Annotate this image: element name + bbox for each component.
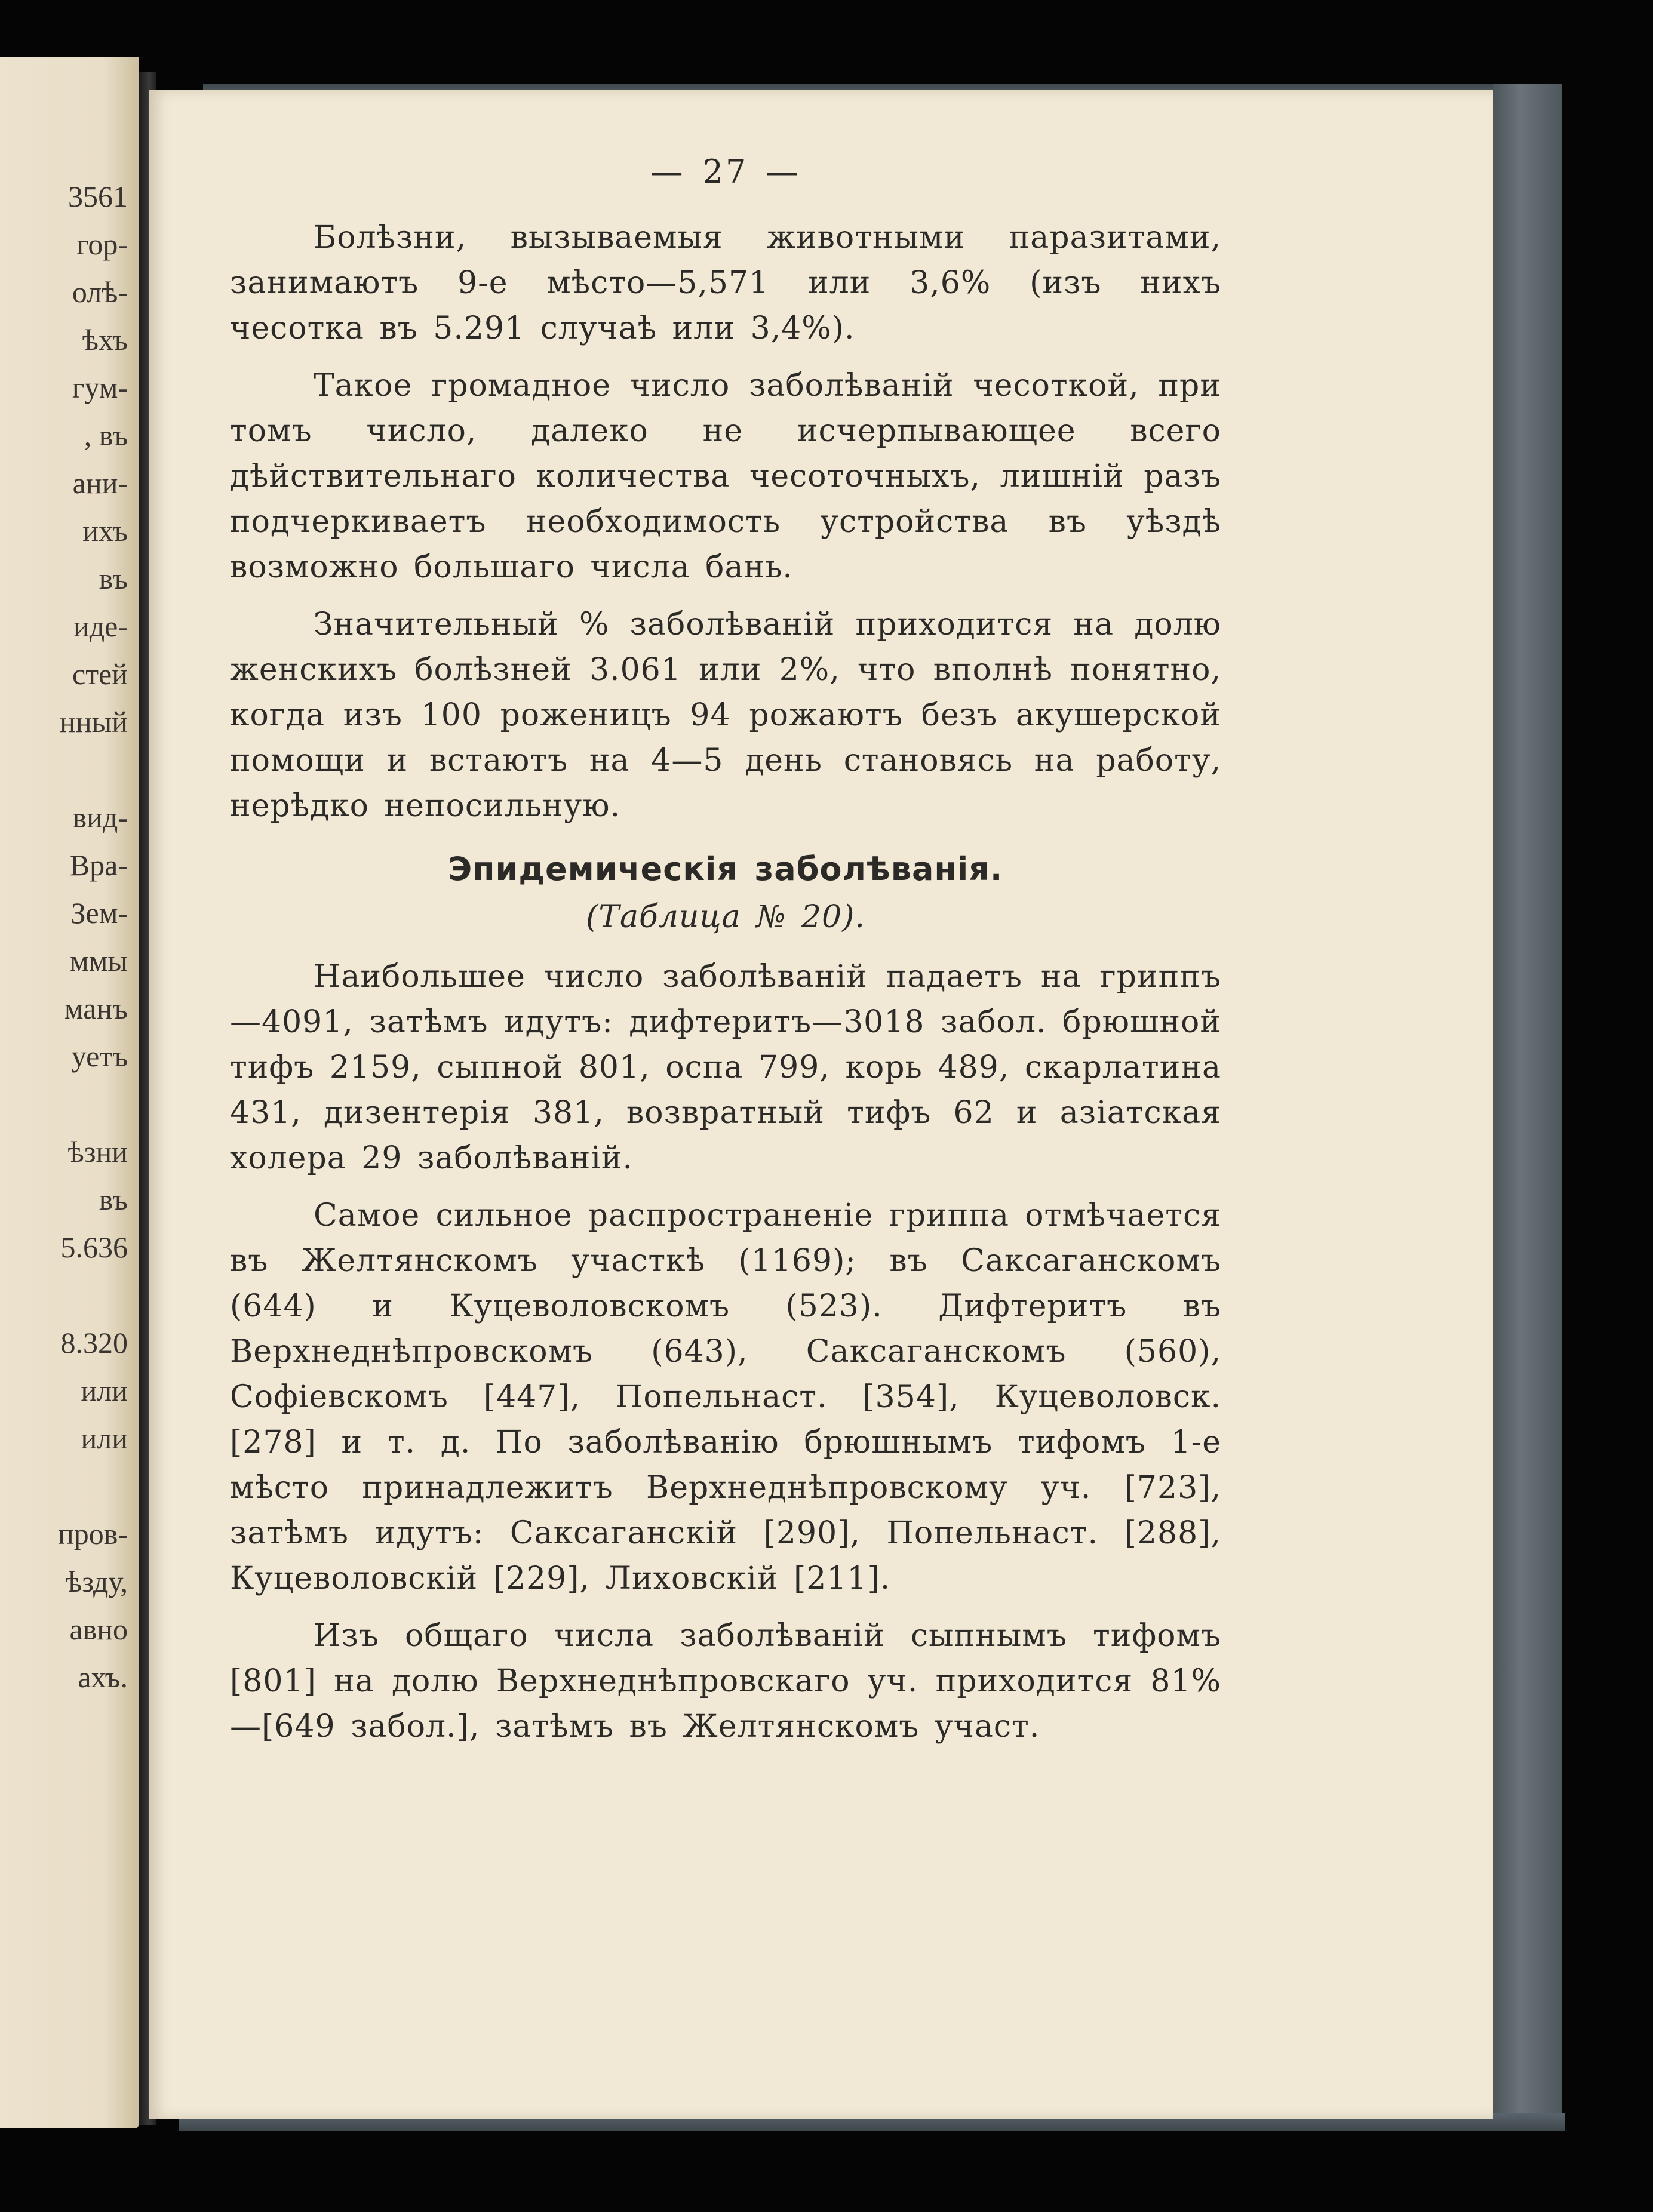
left-page-fragment: ихъ — [82, 514, 128, 547]
left-facing-page — [0, 57, 139, 2128]
paragraph-epidemic-counts: Наибольшее число заболѣваній падаетъ на гриппъ—4091, затѣмъ идутъ: дифтеритъ—3018 забол. брюшной тифъ 2159, сыпной 801, оспа 799, корь 489, скарлатина 431, дизентерія 381, возвратный тифъ 62 и азіатская холера 29 заболѣваній. — [230, 959, 1221, 1176]
left-page-fragment: авно — [69, 1613, 128, 1646]
left-page-fragment: гор- — [76, 227, 128, 261]
left-page-fragment: ѣзни — [67, 1135, 128, 1168]
page-number: — 27 — — [650, 153, 801, 190]
left-page-fragment: въ — [99, 562, 128, 595]
left-page-fragment: Вра- — [69, 848, 128, 882]
left-page-fragment: нный — [60, 705, 128, 739]
left-page-fragment: ѣзду, — [66, 1565, 128, 1598]
paragraph-scabies: Такое громадное число заболѣваній чесоткой, при томъ число, далеко не исчерпывающее всего дѣйствительнаго количества чесоточныхъ, лишній разъ подчеркиваетъ необходимость устройства въ уѣздѣ возможно большаго числа бань. — [230, 368, 1221, 585]
left-page-fragment: 3561 — [68, 180, 128, 213]
left-page-fragment: въ — [99, 1183, 128, 1216]
left-page-fragment: ммы — [70, 944, 128, 977]
section-subtitle: (Таблица № 20). — [586, 899, 865, 935]
left-page-fragment: 8.320 — [60, 1326, 128, 1359]
left-page-fragment: ѣхъ — [82, 323, 128, 356]
paragraph-epidemic-distribution: Самое сильное распространеніе гриппа отмѣчается въ Желтянскомъ участкѣ (1169); въ Саксаганскомъ (644) и Куцеволовскомъ (523). Дифтеритъ въ Верхнеднѣпровскомъ (643), Саксаганскомъ (560), Софіевскомъ [447], Попельнаст. [354], Куцеволовск. [278] и т. д. По заболѣванію брюшнымъ тифомъ 1-е мѣсто принадлежитъ Верхнеднѣпровскому уч. [723], затѣмъ идутъ: Саксаганскій [290], Попельнаст. [288], Куцеволовскій [229], Лиховскій [211]. — [230, 1198, 1221, 1596]
left-page-fragment: или — [81, 1374, 128, 1407]
paragraph-parasites: Болѣзни, вызываемыя животными паразитами, занимаютъ 9-е мѣсто—5,571 или 3,6% (изъ нихъ чесотка въ 5.291 случаѣ или 3,4%). — [230, 220, 1221, 346]
left-page-fragment: или — [81, 1422, 128, 1455]
left-page-fragment: ахъ. — [78, 1660, 128, 1694]
left-page-fragment: , въ — [84, 419, 128, 452]
left-page-fragment: иде- — [73, 610, 128, 643]
paragraph-typhus: Изъ общаго числа заболѣваній сыпнымъ тифомъ [801] на долю Верхнеднѣпровскаго уч. приходится 81%—[649 забол.], затѣмъ въ Желтянскомъ участ. — [230, 1618, 1221, 1745]
left-page-fragment: олѣ- — [72, 275, 128, 309]
left-page-fragment: манъ — [64, 992, 128, 1025]
left-page-fragment: 5.636 — [60, 1230, 128, 1264]
left-page-fragment: ани- — [72, 466, 128, 500]
page-text-block — [230, 149, 1221, 1761]
left-page-fragment: Зем- — [70, 896, 128, 930]
left-page-fragment: уетъ — [71, 1039, 128, 1073]
section-title: Эпидемическія заболѣванія. — [448, 850, 1003, 888]
left-page-fragment: стей — [72, 657, 128, 691]
cover-board-edge — [1493, 84, 1562, 2131]
left-page-fragment: вид- — [72, 801, 128, 834]
left-page-fragment: гум- — [72, 371, 128, 404]
paragraph-womens-diseases: Значительный % заболѣваній приходится на долю женскихъ болѣзней 3.061 или 2%, что вполнѣ понятно, когда изъ 100 роженицъ 94 рожаютъ безъ акушерской помощи и встаютъ на 4—5 день становясь на работу, нерѣдко непосильную. — [230, 607, 1221, 824]
left-page-fragment: пров- — [57, 1517, 128, 1550]
